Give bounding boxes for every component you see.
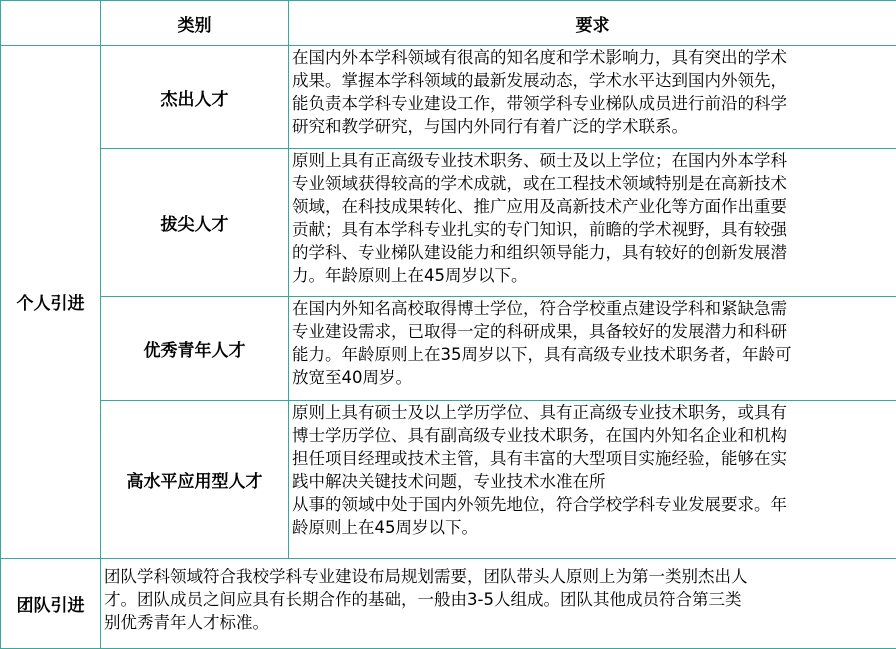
text-line: 的学科、专业梯队建设能力和组织领导能力，具有较好的创新发展潜 — [292, 243, 787, 263]
requirement-outstanding — [289, 46, 896, 149]
text-line: 能力。年龄原则上在35周岁以下，具有高级专业技术职务者，年龄可 — [292, 345, 792, 365]
group-team: 团队引进 — [1, 558, 101, 648]
text-line: 贡献；具有本学科专业扎实的专门知识，前瞻的学术视野，具有较强 — [292, 220, 787, 240]
table-row — [1, 297, 896, 400]
text-line: 能负责本学科专业建设工作，带领学科专业梯队成员进行前沿的科学 — [292, 94, 787, 114]
table-row — [1, 558, 896, 648]
header-category: 类别 — [101, 1, 289, 46]
category-outstanding: 杰出人才 — [101, 46, 289, 149]
group-individual: 个人引进 — [1, 46, 101, 559]
text-line: 成果。掌握本学科领域的最新发展动态，学术水平达到国内外领先， — [292, 71, 787, 91]
text-line: 别优秀青年人才标准。 — [104, 612, 269, 632]
text-line: 团队学科领域符合我校学科专业建设布局规划需要，团队带头人原则上为第一类别杰出人 — [104, 566, 748, 586]
text-line: 从事的领域中处于国内外领先地位，符合学校学科专业发展要求。年 — [292, 494, 787, 514]
requirement-applied — [289, 400, 896, 558]
text-line: 才。团队成员之间应具有长期合作的基础，一般由3-5人组成。团队其他成员符合第三类 — [104, 589, 742, 609]
text-line: 领域，在科技成果转化、推广应用及高新技术产业化等方面作出重要 — [292, 197, 787, 217]
category-young: 优秀青年人才 — [101, 297, 289, 400]
text-line: 研究和教学研究，与国内外同行有着广泛的学术联系。 — [292, 117, 688, 137]
text-line: 在国内外本学科领域有很高的知名度和学术影响力，具有突出的学术 — [292, 48, 787, 68]
text-line: 专业建设需求，已取得一定的科研成果，具备较好的发展潜力和科研 — [292, 322, 787, 342]
requirement-young — [289, 297, 896, 400]
text-line: 博士学历学位、具有副高级专业技术职务，在国内外知名企业和机构 — [292, 425, 787, 445]
header-requirement: 要求 — [289, 1, 896, 46]
header-empty-cell — [1, 1, 101, 46]
text-line: 原则上具有硕士及以上学历学位、具有正高级专业技术职务，或具有 — [292, 402, 787, 422]
category-applied: 高水平应用型人才 — [101, 400, 289, 558]
category-top: 拔尖人才 — [101, 149, 289, 297]
table-row — [1, 46, 896, 149]
text-line: 力。年龄原则上在45周岁以下。 — [292, 266, 528, 286]
table-row — [1, 149, 896, 297]
text-line: 放宽至40周岁。 — [292, 368, 412, 388]
text-line: 在国内外知名高校取得博士学位，符合学校重点建设学科和紧缺急需 — [292, 299, 787, 319]
table-header-row — [1, 1, 896, 46]
requirement-top — [289, 149, 896, 297]
table-row — [1, 400, 896, 558]
requirement-team — [101, 558, 896, 648]
text-line: 龄原则上在45周岁以下。 — [292, 517, 478, 537]
text-line: 专业领域获得较高的学术成就，或在工程技术领域特别是在高新技术 — [292, 174, 787, 194]
text-line: 原则上具有正高级专业技术职务、硕士及以上学位；在国内外本学科 — [292, 151, 787, 171]
text-line: 践中解决关键技术问题，专业技术水准在所 — [292, 471, 606, 491]
text-line: 担任项目经理或技术主管，具有丰富的大型项目实施经验，能够在实 — [292, 448, 787, 468]
